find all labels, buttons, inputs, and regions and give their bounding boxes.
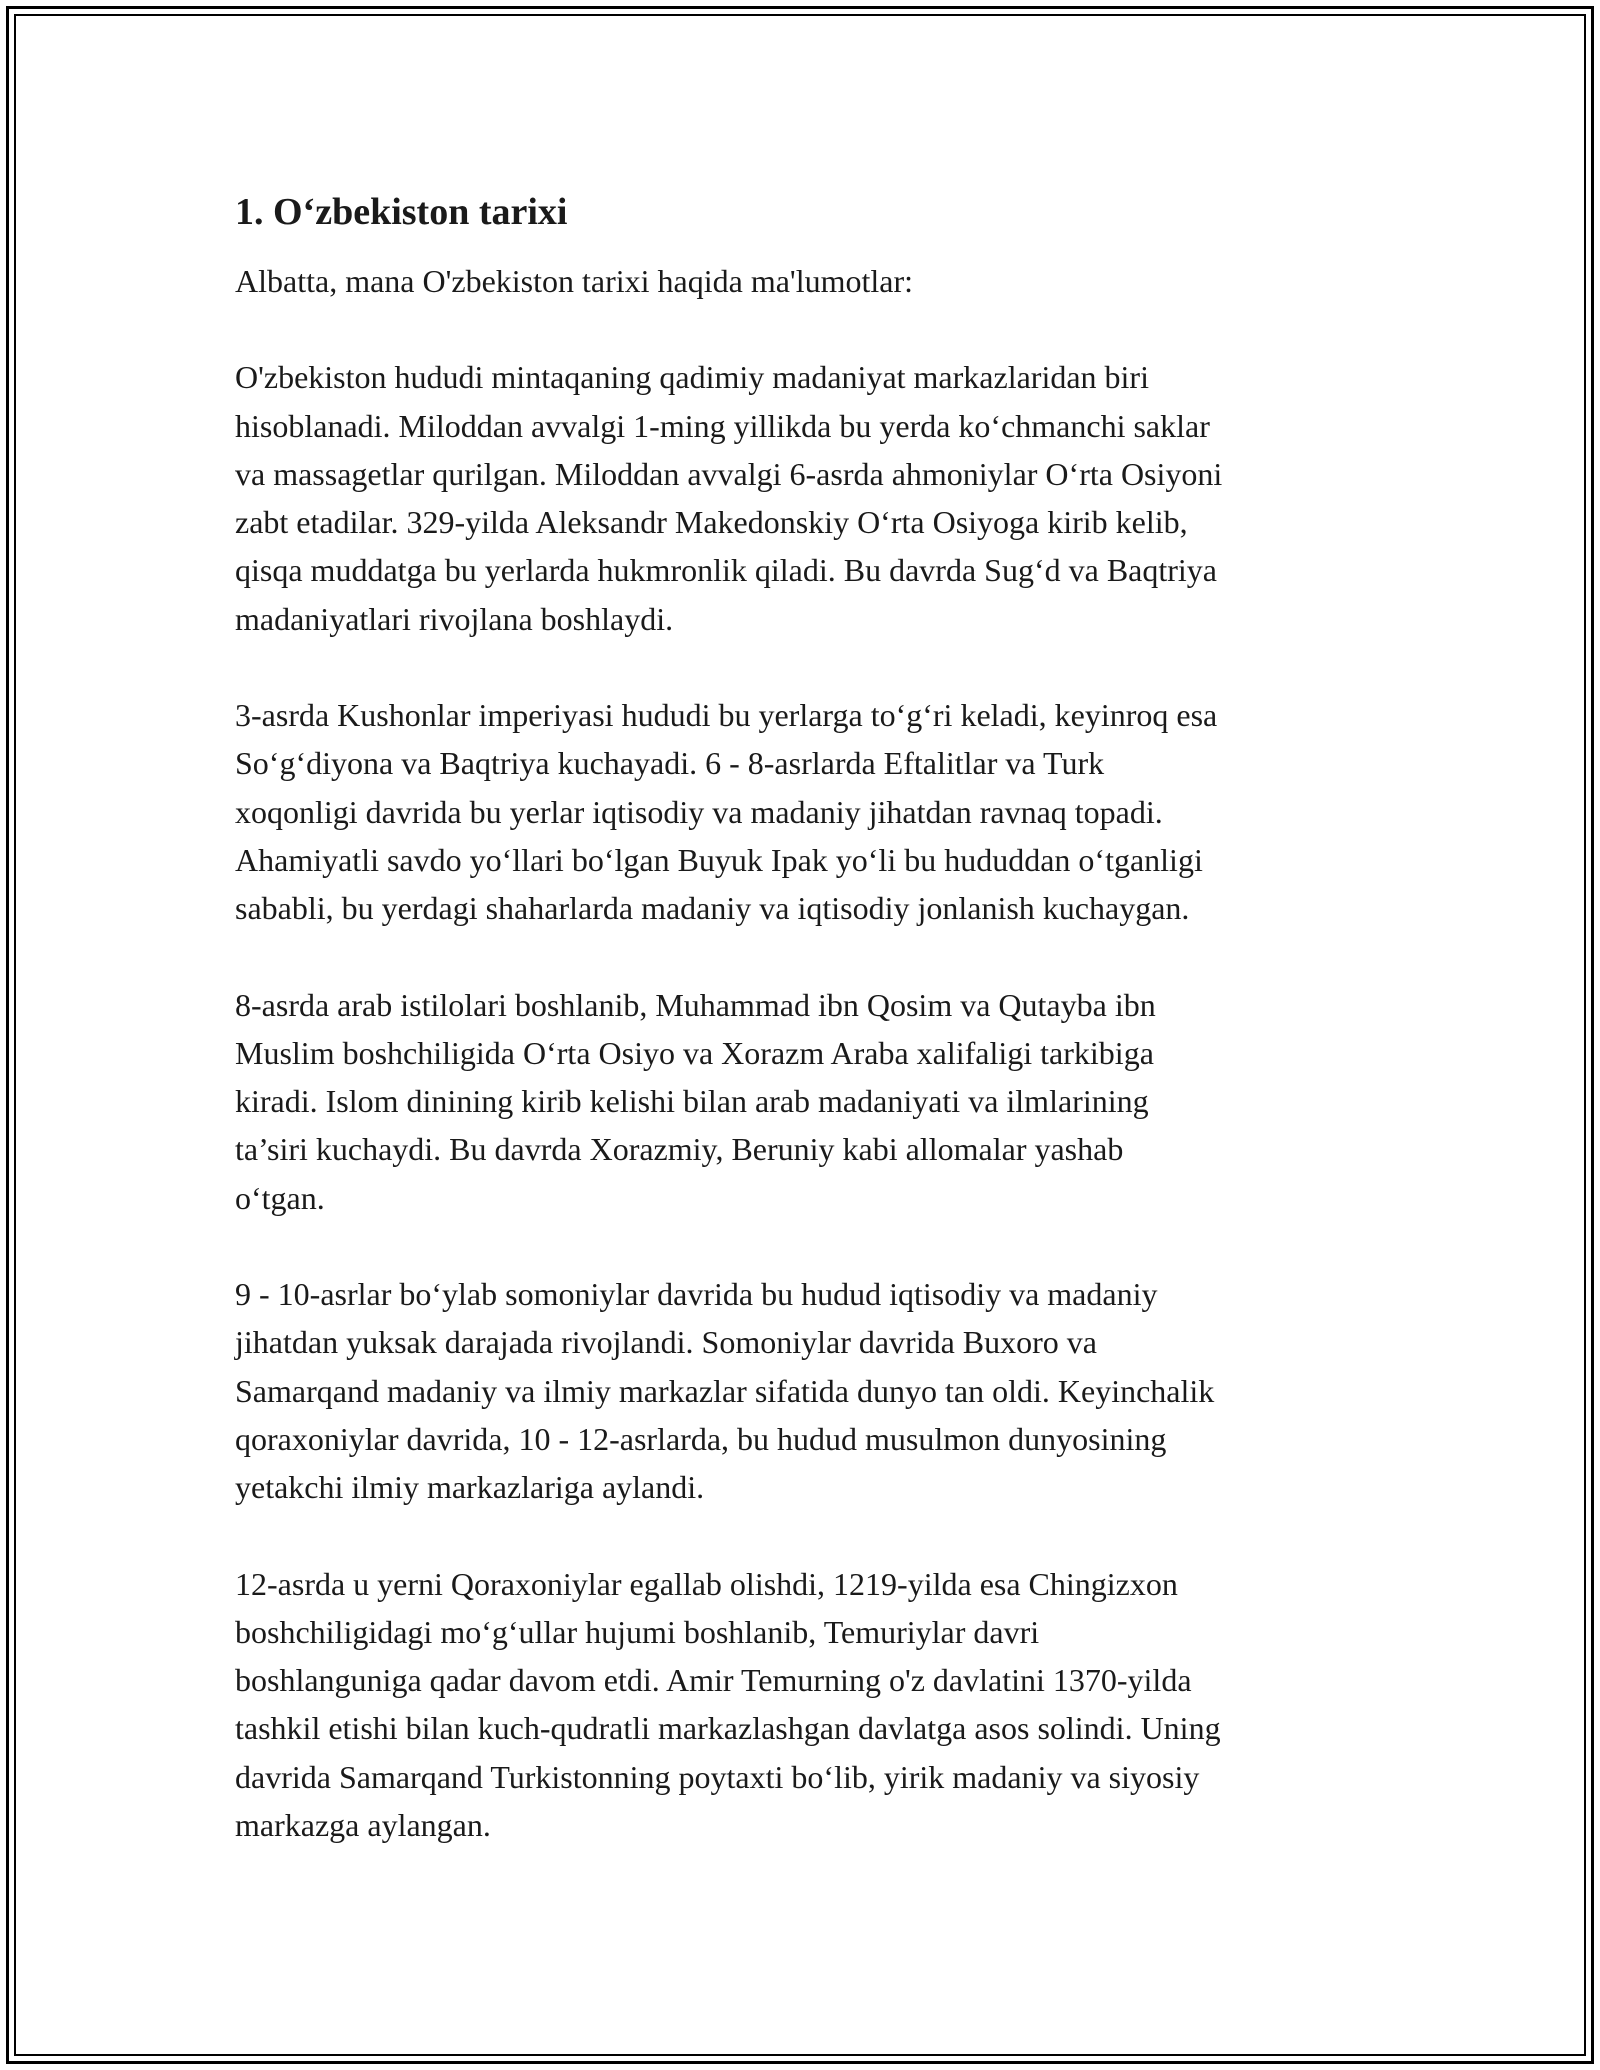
- document-body: [235, 185, 1375, 1897]
- paragraph-timurid-era: 12-asrda u yerni Qoraxoniylar egallab olishdi, 1219-yilda esa Chingizxon boshchiligidagi mo‘g‘ullar hujumi boshlanib, Temuriylar davri boshlanguniga qadar davom etdi. Amir Temurning o'z davlatini 1370-yilda tashkil etishi bilan kuch-qudratli markazlashgan davlatga asos solindi. Uning davrida Samarqand Turkistonning poytaxti bo‘lib, yirik madaniy va siyosiy markazga aylangan.: [235, 1565, 1221, 1844]
- paragraph-kushan-era: 3-asrda Kushonlar imperiyasi hududi bu yerlarga to‘g‘ri keladi, keyinroq esa So‘g‘diyona va Baqtriya kuchayadi. 6 - 8-asrlarda Eftalitlar va Turk xoqonligi davrida bu yerlar iqtisodiy va madaniy jihatdan ravnaq topadi. Ahamiyatli savdo yo‘llari bo‘lgan Buyuk Ipak yo‘li bu hududdan o‘tganligi sababli, bu yerdagi shaharlarda madaniy va iqtisodiy jonlanish kuchaygan.: [235, 697, 1218, 927]
- intro-paragraph: Albatta, mana O'zbekiston tarixi haqida ma'lumotlar:: [235, 263, 913, 299]
- paragraph-arab-conquest: 8-asrda arab istilolari boshlanib, Muhammad ibn Qosim va Qutayba ibn Muslim boshchiligida O‘rta Osiyo va Xorazm Araba xalifaligi tarkibiga kiradi. Islom dinining kirib kelishi bilan arab madaniyati va ilmlarining ta’siri kuchaydi. Bu davrda Xorazmiy, Beruniy kabi allomalar yashab o‘tgan.: [235, 986, 1156, 1216]
- document-title: 1. O‘zbekiston tarixi: [235, 191, 568, 233]
- paragraph-ancient-history: O'zbekiston hududi mintaqaning qadimiy madaniyat markazlaridan biri hisoblanadi. Miloddan avvalgi 1-ming yillikda bu yerda ko‘chmanchi saklar va massagetlar qurilgan. Miloddan avvalgi 6-asrda ahmoniylar O‘rta Osiyoni zabt etadilar. 329-yilda Aleksandr Makedonskiy O‘rta Osiyoga kirib kelib, qisqa muddatga bu yerlarda hukmronlik qiladi. Bu davrda Sug‘d va Baqtriya madaniyatlari rivojlana boshlaydi.: [235, 359, 1223, 637]
- paragraph-samanid-era: 9 - 10-asrlar bo‘ylab somoniylar davrida bu hudud iqtisodiy va madaniy jihatdan yuksak darajada rivojlandi. Somoniylar davrida Buxoro va Samarqand madaniy va ilmiy markazlar sifatida dunyo tan oldi. Keyinchalik qoraxoniylar davrida, 10 - 12-asrlarda, bu hudud musulmon dunyosining yetakchi ilmiy markazlariga aylandi.: [235, 1276, 1215, 1506]
